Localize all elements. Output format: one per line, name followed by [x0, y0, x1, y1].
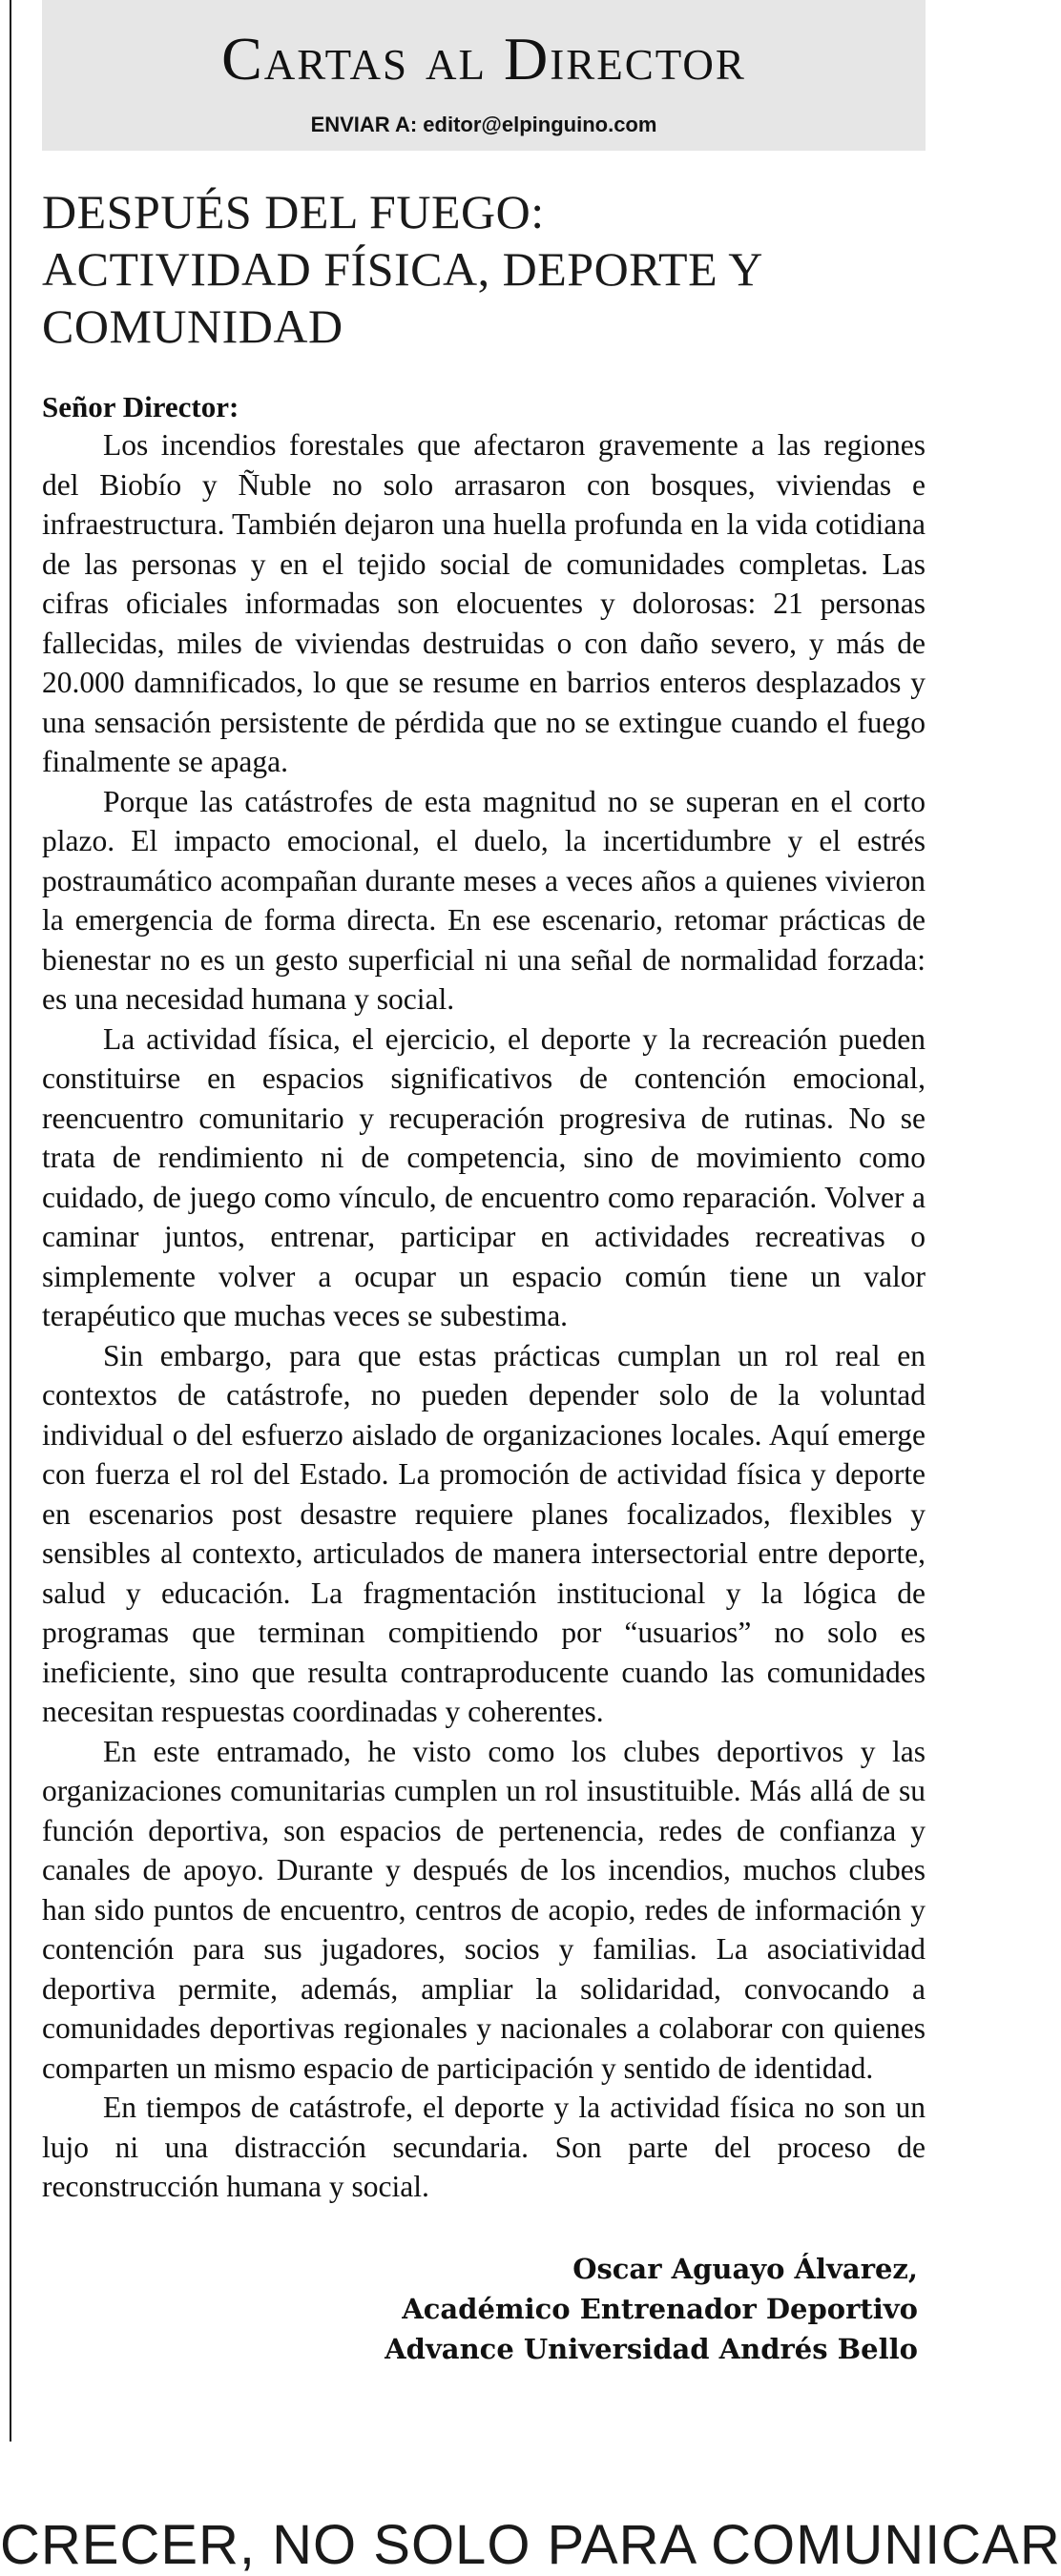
section-header [42, 0, 926, 151]
letter-salutation: Señor Director: [42, 390, 239, 423]
column-divider-rule [10, 0, 11, 2442]
author-role: Académico Entrenador Deportivo [402, 2293, 918, 2325]
headline-line: COMUNIDAD [42, 299, 343, 353]
body-paragraph: Porque las catástrofes de esta magnitud no se superan en el corto plazo. El impacto emocional, el duelo, la incertidumbre y el estrés postraumático acompañan durante meses a veces años a quienes vivieron la emergencia de forma directa. En ese escenario, retomar prácticas de bienestar no es un gesto superficial ni una señal de normalidad forzada: es una necesidad humana y social. [42, 784, 926, 1016]
submission-email: ENVIAR A: editor@elpinguino.com [310, 113, 657, 136]
section-title: Cartas al Director [221, 25, 746, 93]
author-name: Oscar Aguayo Álvarez, [572, 2253, 918, 2285]
letter-signature [385, 2249, 918, 2369]
next-article-headline: CRECER, NO SOLO PARA COMUNICAR [0, 2514, 1061, 2576]
letter-body [42, 425, 926, 2207]
headline-line: ACTIVIDAD FÍSICA, DEPORTE Y [42, 242, 763, 296]
body-paragraph: En tiempos de catástrofe, el deporte y la actividad física no son un lujo ni una distracción secundaria. Son parte del proceso de reconstrucción humana y social. [42, 2091, 926, 2203]
article-headline [42, 183, 926, 355]
headline-line: DESPUÉS DEL FUEGO: [42, 185, 545, 238]
body-paragraph: Sin embargo, para que estas prácticas cumplan un rol real en contextos de catástrofe, no pueden depender solo de la voluntad individual o del esfuerzo aislado de organizaciones locales. Aquí emerge con fuerza el rol del Estado. La promoción de actividad física y deporte en escenarios post desastre requiere planes focalizados, flexibles y sensibles al contexto, articulados de manera intersectorial entre deporte, salud y educación. La fragmentación institucional y la lógica de programas que terminan compitiendo por “usuarios” no solo es ineficiente, sino que resulta contraproducente cuando las comunidades necesitan respuestas coordinadas y coherentes. [42, 1338, 926, 1728]
body-paragraph: En este entramado, he visto como los clubes deportivos y las organizaciones comunitarias cumplen un rol insustituible. Más allá de su función deportiva, son espacios de pertenencia, redes de confianza y canales de apoyo. Durante y después de los incendios, muchos clubes han sido puntos de encuentro, centros de acopio, redes de información y contención para sus jugadores, socios y familias. La asociatividad deportiva permite, además, ampliar la solidaridad, convocando a comunidades deportivas regionales y nacionales a colaborar con quienes comparten un mismo espacio de participación y sentido de identidad. [42, 1734, 926, 2085]
body-paragraph: Los incendios forestales que afectaron gravemente a las regiones del Biobío y Ñuble no solo arrasaron con bosques, viviendas e infraestructura. También dejaron una huella profunda en la vida cotidiana de las personas y en el tejido social de comunidades completas. Las cifras oficiales informadas son elocuentes y dolorosas: 21 personas fallecidas, miles de viviendas destruidas o con daño severo, y más de 20.000 damnificados, lo que se resume en barrios enteros desplazados y una sensación persistente de pérdida que no se extingue cuando el fuego finalmente se apaga. [42, 428, 926, 778]
author-institution: Advance Universidad Andrés Bello [385, 2333, 918, 2365]
body-paragraph: La actividad física, el ejercicio, el deporte y la recreación pueden constituirse en espacios significativos de contención emocional, reencuentro comunitario y recuperación progresiva de rutinas. No se trata de rendimiento ni de competencia, sino de movimiento como cuidado, de juego como vínculo, de encuentro como reparación. Volver a caminar juntos, entrenar, participar en actividades recreativas o simplemente volver a ocupar un espacio común tiene un valor terapéutico que muchas veces se subestima. [42, 1021, 926, 1332]
